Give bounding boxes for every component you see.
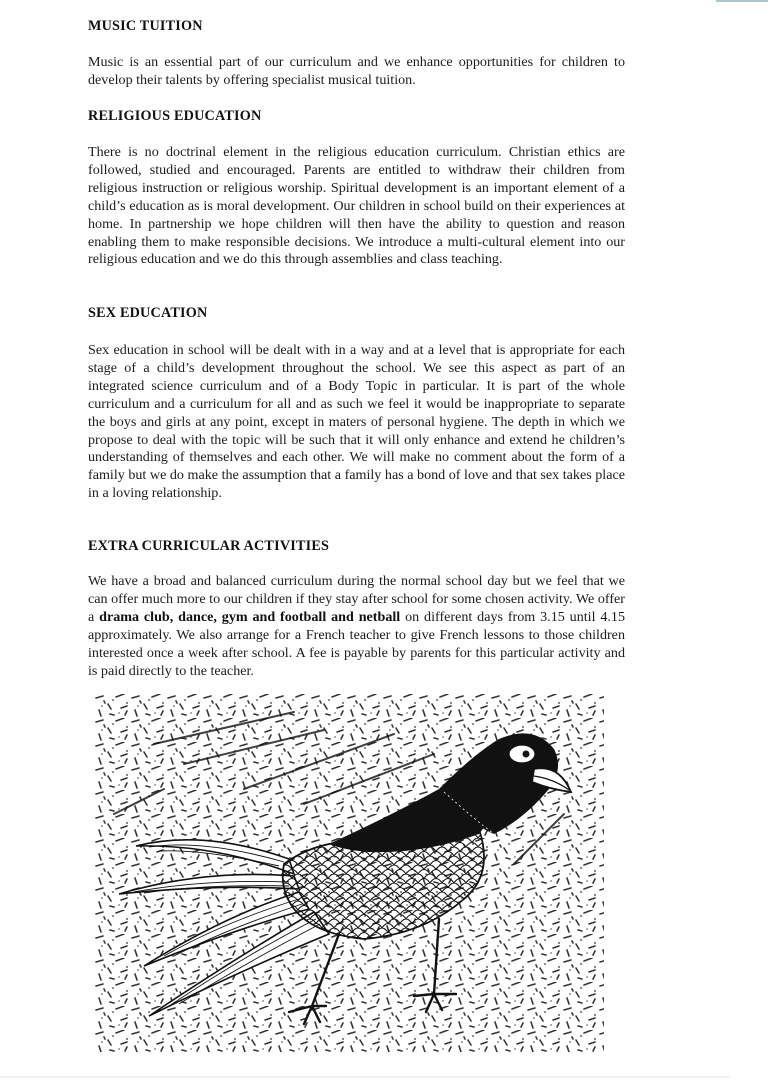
heading-extra-curricular: EXTRA CURRICULAR ACTIVITIES bbox=[88, 538, 330, 554]
scan-edge-mark bbox=[716, 0, 768, 2]
activities-list-bold: drama club, dance, gym and football and netball bbox=[99, 608, 401, 625]
heading-sex-education: SEX EDUCATION bbox=[88, 305, 208, 321]
paragraph-music-tuition: Music is an essential part of our curriculum and we enhance opportunities for children to develop their talents by offering specialist musical tuition. bbox=[88, 54, 625, 88]
bird-drawing-icon bbox=[94, 694, 604, 1052]
heading-music-tuition: MUSIC TUITION bbox=[88, 18, 203, 34]
extra-text-before: We have a broad and balanced curriculum during the normal school day but we feel that we can offer much more to our children if they stay after school for some chosen activity. We offer a bbox=[88, 573, 625, 625]
scan-bottom-edge bbox=[0, 1076, 730, 1078]
extra-text-after: on different days from 3.15 until 4.15 approximately. We also arrange for a French teacher to give French lessons to those children interested once a week after school. A fee is payable by parents for this particular activity and is paid directly to the teacher. bbox=[88, 608, 626, 679]
paragraph-religious-education: There is no doctrinal element in the religious education curriculum. Christian ethics are followed, studied and encouraged. Parents are entitled to withdraw their children from religious instruction or religious worship. Spiritual development is an important element of a child’s education as is moral development. Our children in school build on their experiences at home. In partnership we hope children will then have the ability to question and reason enabling them to make responsible decisions. We introduce a multi-cultural element into our religious education and we do this through assemblies and class teaching. bbox=[88, 144, 625, 268]
paragraph-extra-curricular bbox=[88, 573, 625, 680]
paragraph-sex-education: Sex education in school will be dealt with in a way and at a level that is appropriate for each stage of a child’s development throughout the school. We see this aspect as part of an integrated science curriculum and of a Body Topic in particular. It is part of the whole curriculum and a curriculum for all and as such we feel it would be inappropriate to separate the boys and girls at any point, except in maters of personal hygiene. The depth in which we propose to deal with the topic will be such that it will only enhance and extend he children’s understanding of themselves and each other. We will make no comment about the form of a family but we do make the assumption that a family has a bond of love and that sex takes place in a loving relationship. bbox=[88, 342, 625, 502]
heading-religious-education: RELIGIOUS EDUCATION bbox=[88, 108, 262, 124]
bird-illustration bbox=[94, 694, 604, 1052]
